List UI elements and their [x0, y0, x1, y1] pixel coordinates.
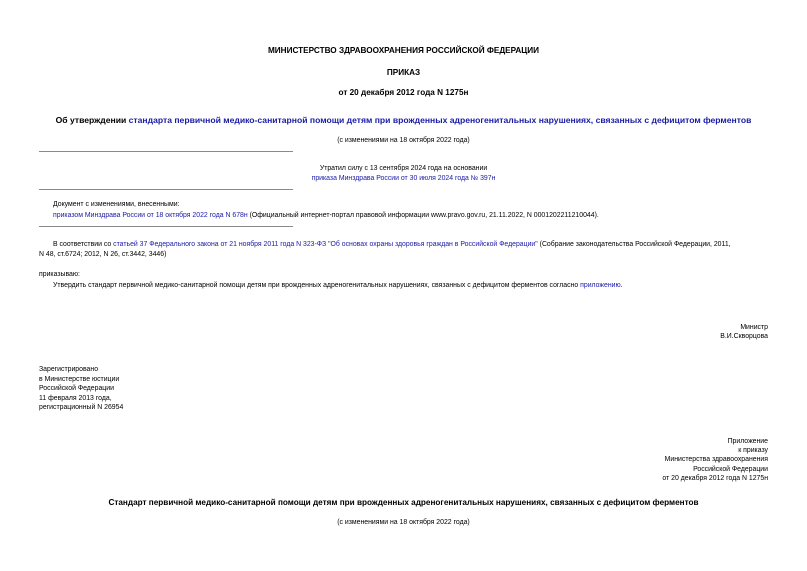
federal-law-link[interactable]: статьей 37 Федерального закона от 21 ноября 2011 года N 323-ФЗ "Об основах охраны здоровья граждан в Российской Федерации"	[113, 241, 538, 248]
registration-line: регистрационный N 26954	[39, 404, 124, 412]
registration-block	[39, 365, 123, 413]
signatory-title: Министр	[740, 324, 768, 331]
order-date-number: от 20 декабря 2012 года N 1275н	[338, 88, 469, 97]
amendment-source: (Официальный интернет-портал правовой информации www.pravo.gov.ru, 21.11.2022, N 0001202211210044).	[247, 212, 599, 219]
registration-line: в Министерстве юстиции	[39, 375, 120, 383]
signature-block	[720, 323, 768, 341]
appendix-line: Министерства здравоохранения	[664, 456, 768, 464]
standard-link[interactable]: стандарта первичной медико-санитарной помощи детям при врожденных адреногенитальных нарушениях, связанных с дефицитом ферментов	[128, 115, 752, 125]
approval-text: Утвердить стандарт первичной медико-санитарной помощи детям при врожденных адреногенитальных нарушениях, связанных с дефицитом ферментов согласно	[53, 282, 581, 289]
changes-note: (с изменениями на 18 октября 2022 года)	[337, 137, 470, 144]
order-title-prefix: Об утверждении	[55, 115, 129, 125]
expired-order-link-row	[0, 174, 807, 183]
appendix-changes-note: (с изменениями на 18 октября 2022 года)	[337, 519, 470, 526]
appendix-line: от 20 декабря 2012 года N 1275н	[662, 474, 768, 482]
signatory-name: В.И.Скворцова	[720, 333, 768, 341]
amendments-intro: Документ с изменениями, внесенными:	[53, 201, 180, 208]
legal-basis-prefix: В соответствии со	[53, 241, 114, 248]
appendix-block	[662, 437, 768, 483]
doc-type-heading: ПРИКАЗ	[386, 68, 421, 77]
standard-title: Стандарт первичной медико-санитарной помощи детям при врожденных адреногенитальных нарушениях, связанных с дефицитом ферментов	[108, 498, 699, 507]
registration-line: 11 февраля 2013 года,	[39, 394, 112, 402]
approval-end: .	[620, 282, 623, 289]
order-word: приказываю:	[39, 271, 80, 278]
divider	[39, 189, 293, 190]
legal-basis-paragraph	[53, 240, 731, 249]
registration-line: Российской Федерации	[39, 385, 114, 393]
appendix-line: Российской Федерации	[693, 465, 768, 473]
order-title	[0, 115, 807, 125]
divider	[39, 226, 293, 227]
approval-paragraph	[53, 281, 623, 290]
ministry-heading: МИНИСТЕРСТВО ЗДРАВООХРАНЕНИЯ РОССИЙСКОЙ ФЕДЕРАЦИИ	[267, 46, 540, 55]
expired-notice: Утратил силу с 13 сентября 2024 года на основании	[319, 165, 488, 172]
amendments-line	[53, 211, 599, 220]
appendix-line: Приложение	[727, 438, 768, 445]
divider	[39, 151, 293, 152]
legal-basis-continuation: N 48, ст.6724; 2012, N 26, ст.3442, 3446)	[39, 251, 167, 258]
amendment-order-link[interactable]: приказом Минздрава России от 18 октября 2022 года N 678н	[53, 212, 248, 219]
expired-order-link[interactable]: приказа Минздрава России от 30 июля 2024 года № 397н	[311, 175, 496, 182]
registration-line: Зарегистрировано	[39, 366, 99, 373]
appendix-link[interactable]: приложению	[580, 282, 621, 289]
legal-basis-source: (Собрание законодательства Российской Федерации, 2011,	[537, 241, 731, 248]
appendix-line: к приказу	[738, 447, 768, 455]
